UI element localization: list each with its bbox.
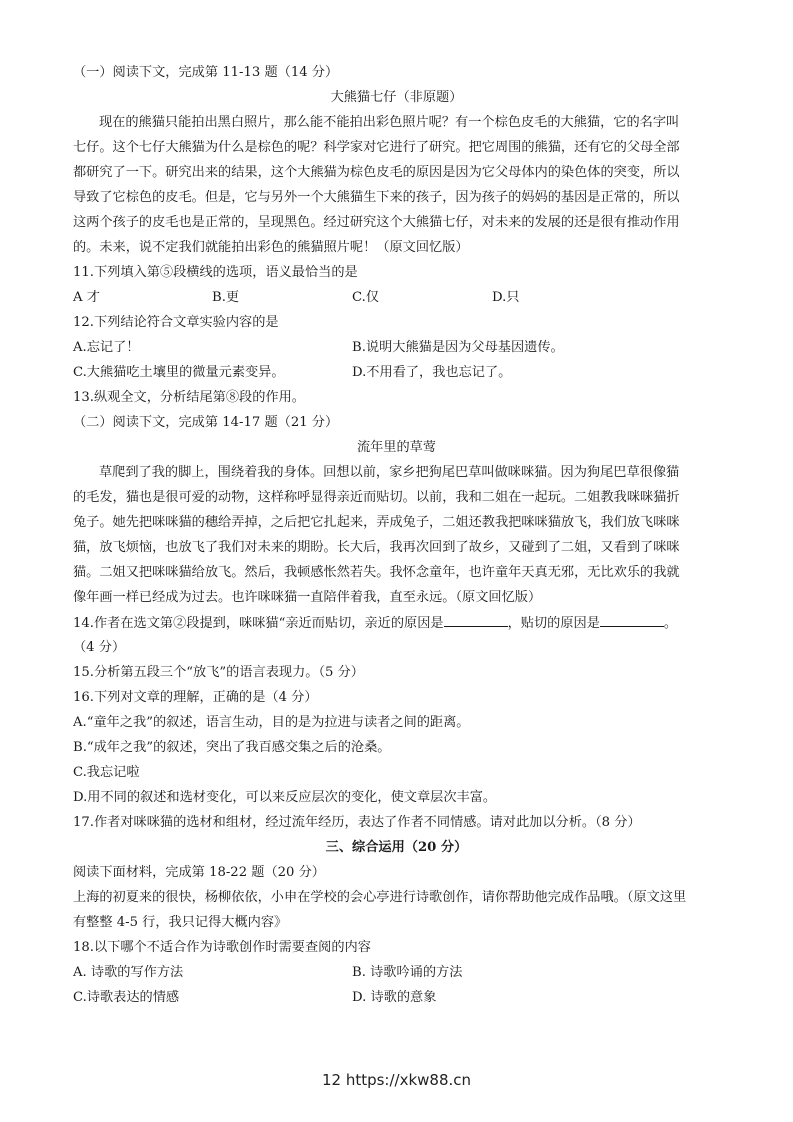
q11-option-a: A 才 <box>73 290 100 305</box>
q12-option-c: C.大熊猫吃土壤里的微量元素变异。 <box>73 365 285 380</box>
question-12-stem: 12.下列结论符合文章实验内容的是 <box>73 315 279 330</box>
section2-para-line: 的毛发，猫也是很可爱的动物，这样称呼显得亲近而贴切。以前，我和二姐在一起玩。二姐教我咪咪猫折 <box>73 490 680 505</box>
section3-title: 三、综合运用（20 分） <box>325 840 468 855</box>
question-13-stem: 13.纵观全文，分析结尾第⑧段的作用。 <box>73 390 305 405</box>
section3-intro: 阅读下面材料，完成第 18-22 题（20 分） <box>73 865 325 880</box>
section1-title: 大熊猫七仔（非原题） <box>330 90 463 105</box>
section3-material-line: 上海的初夏来的很快，杨柳依依，小申在学校的会心亭进行诗歌创作，请你帮助他完成作品哦。（原文这里 <box>73 890 687 905</box>
q14-part2: ，贴切的原因是 <box>507 616 600 631</box>
section3-material-line: 有整整 4-5 行，我只记得大概内容》 <box>73 915 288 930</box>
q11-option-d: D.只 <box>492 290 520 305</box>
section2-para-line: 像年画一样已经成为过去。也许咪咪猫一直陪伴着我，直至永远。（原文回忆版） <box>73 590 542 605</box>
q18-option-c: C.诗歌表达的情感 <box>73 990 180 1005</box>
answer-blank[interactable] <box>444 614 508 627</box>
question-15-stem: 15.分析第五段三个“放飞”的语言表现力。（5 分） <box>73 665 364 680</box>
section1-para-line: 七仔。这个七仔大熊猫为什么是棕色的呢？科学家对它进行了研究。把它周围的熊猫，还有它的父母全部 <box>73 140 680 155</box>
q12-option-a: A.忘记了！ <box>73 340 140 355</box>
section2-header: （二）阅读下文，完成第 14-17 题（21 分） <box>73 415 339 430</box>
q18-option-b: B. 诗歌吟诵的方法 <box>352 965 463 980</box>
question-16-stem: 16.下列对文章的理解，正确的是（4 分） <box>73 690 318 705</box>
section1-para-line: 导致了它棕色的皮毛。但是，它与另外一个大熊猫生下来的孩子，因为孩子的妈妈的基因是正常的，所以 <box>73 190 680 205</box>
section2-para-line: 猫。二姐又把咪咪猫给放飞。然后，我顿感怅然若失。我怀念童年，也许童年天真无邪，无比欢乐的我就 <box>73 565 680 580</box>
section1-para-line: 这两个孩子的皮毛也是正常的，呈现黑色。经过研究这个大熊猫七仔，对未来的发展的还是很有推动作用 <box>73 215 680 230</box>
section2-title: 流年里的草莺 <box>356 440 437 455</box>
q14-part3: 。 <box>663 616 678 631</box>
question-11-stem: 11.下列填入第⑤段横线的选项，语义最恰当的是 <box>73 265 358 280</box>
q12-option-b: B.说明大熊猫是因为父母基因遗传。 <box>352 340 564 355</box>
q16-option-b: B.“成年之我”的叙述，突出了我百感交集之后的沧桑。 <box>73 740 391 755</box>
section2-para-line: 猫，放飞烦恼，也放飞了我们对未来的期盼。长大后，我再次回到了故乡，又碰到了二姐，又看到了咪咪 <box>73 540 680 555</box>
section1-header: （一）阅读下文，完成第 11-13 题（14 分） <box>73 65 339 80</box>
q14-part1: 14.作者在选文第②段提到，咪咪猫“亲近而贴切，亲近的原因是 <box>73 616 444 631</box>
answer-blank[interactable] <box>600 614 664 627</box>
page-footer: 12 https://xkw88.cn <box>321 1071 472 1089</box>
q16-option-d: D.用不同的叙述和选材变化，可以来反应层次的变化，使文章层次丰富。 <box>73 790 497 805</box>
q14-score: （4 分） <box>73 640 126 655</box>
q18-option-d: D. 诗歌的意象 <box>352 990 437 1005</box>
section1-para-line: 现在的熊猫只能拍出黑白照片，那么能不能拍出彩色照片呢？有一个棕色皮毛的大熊猫，它的名字叫 <box>99 115 680 130</box>
question-14-stem <box>73 614 677 633</box>
q11-option-b: B.更 <box>212 290 240 305</box>
question-18-stem: 18.以下哪个不适合作为诗歌创作时需要查阅的内容 <box>73 940 371 955</box>
q11-option-c: C.仅 <box>352 290 379 305</box>
section1-para-line: 的。未来，说不定我们就能拍出彩色的熊猫照片呢！（原文回忆版） <box>73 240 469 255</box>
q12-option-d: D.不用看了，我也忘记了。 <box>352 365 512 380</box>
q18-option-a: A. 诗歌的写作方法 <box>73 965 184 980</box>
section2-para-line: 草爬到了我的脚上，围绕着我的身体。回想以前，家乡把狗尾巴草叫做咪咪猫。因为狗尾巴草很像猫 <box>99 465 680 480</box>
q16-option-a: A.“童年之我”的叙述，语言生动，目的是为拉进与读者之间的距离。 <box>73 715 470 730</box>
section1-para-line: 都研究了一下。研究出来的结果，这个大熊猫为棕色皮毛的原因是因为它父母体内的染色体的突变，所以 <box>73 165 680 180</box>
question-17-stem: 17.作者对咪咪猫的选材和组材，经过流年经历，表达了作者不同情感。请对此加以分析。（8 分） <box>73 815 641 830</box>
section2-para-line: 兔子。她先把咪咪猫的穗给弄掉，之后把它扎起来，弄成兔子，二姐还教我把咪咪猫放飞，我们放飞咪咪 <box>73 515 680 530</box>
q16-option-c: C.我忘记啦 <box>73 765 140 780</box>
